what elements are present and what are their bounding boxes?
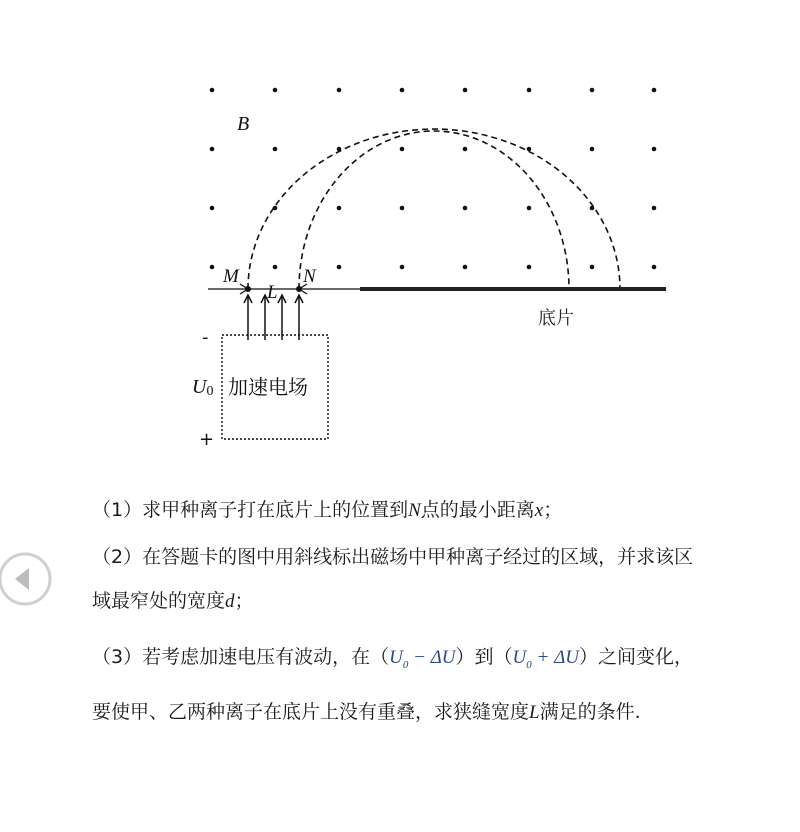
plus-sign: + bbox=[199, 429, 215, 450]
point-n-label: N bbox=[303, 266, 316, 287]
slit-label: L bbox=[267, 282, 278, 303]
var-d: d bbox=[225, 591, 235, 612]
point-m-dot bbox=[245, 286, 251, 292]
question-3-line-1: （3）若考虑加速电压有波动，在$(U_0 - \Delta U)$到$(U_0 + \Delta U)$之间变化， bbox=[92, 646, 693, 671]
previous-button[interactable] bbox=[0, 548, 54, 608]
film-label: 底片 bbox=[538, 308, 574, 329]
question-3-line-2: 要使甲、乙两种离子在底片上没有重叠，求狭缝宽度L满足的条件. bbox=[92, 701, 641, 723]
field-label: B bbox=[237, 113, 250, 135]
question-1: （1）求甲种离子打在底片上的位置到N点的最小距离x； bbox=[92, 499, 563, 521]
accel-field-label: 加速电场 bbox=[228, 375, 308, 399]
field-dots bbox=[210, 88, 657, 270]
triangle-left-icon bbox=[0, 548, 54, 608]
var-n: N bbox=[408, 500, 421, 521]
voltage-label: U0 bbox=[192, 376, 214, 399]
question-2-line-2: 域最窄处的宽度d； bbox=[92, 590, 254, 612]
point-n-dot bbox=[296, 286, 302, 292]
question-2-line-1: （2）在答题卡的图中用斜线标出磁场中甲种离子经过的区域，并求该区 bbox=[92, 546, 694, 568]
point-m-label: M bbox=[223, 266, 239, 287]
var-x: x bbox=[534, 500, 544, 521]
minus-sign: - bbox=[202, 327, 209, 348]
outer-trajectory bbox=[248, 129, 620, 289]
var-l: L bbox=[529, 702, 540, 723]
